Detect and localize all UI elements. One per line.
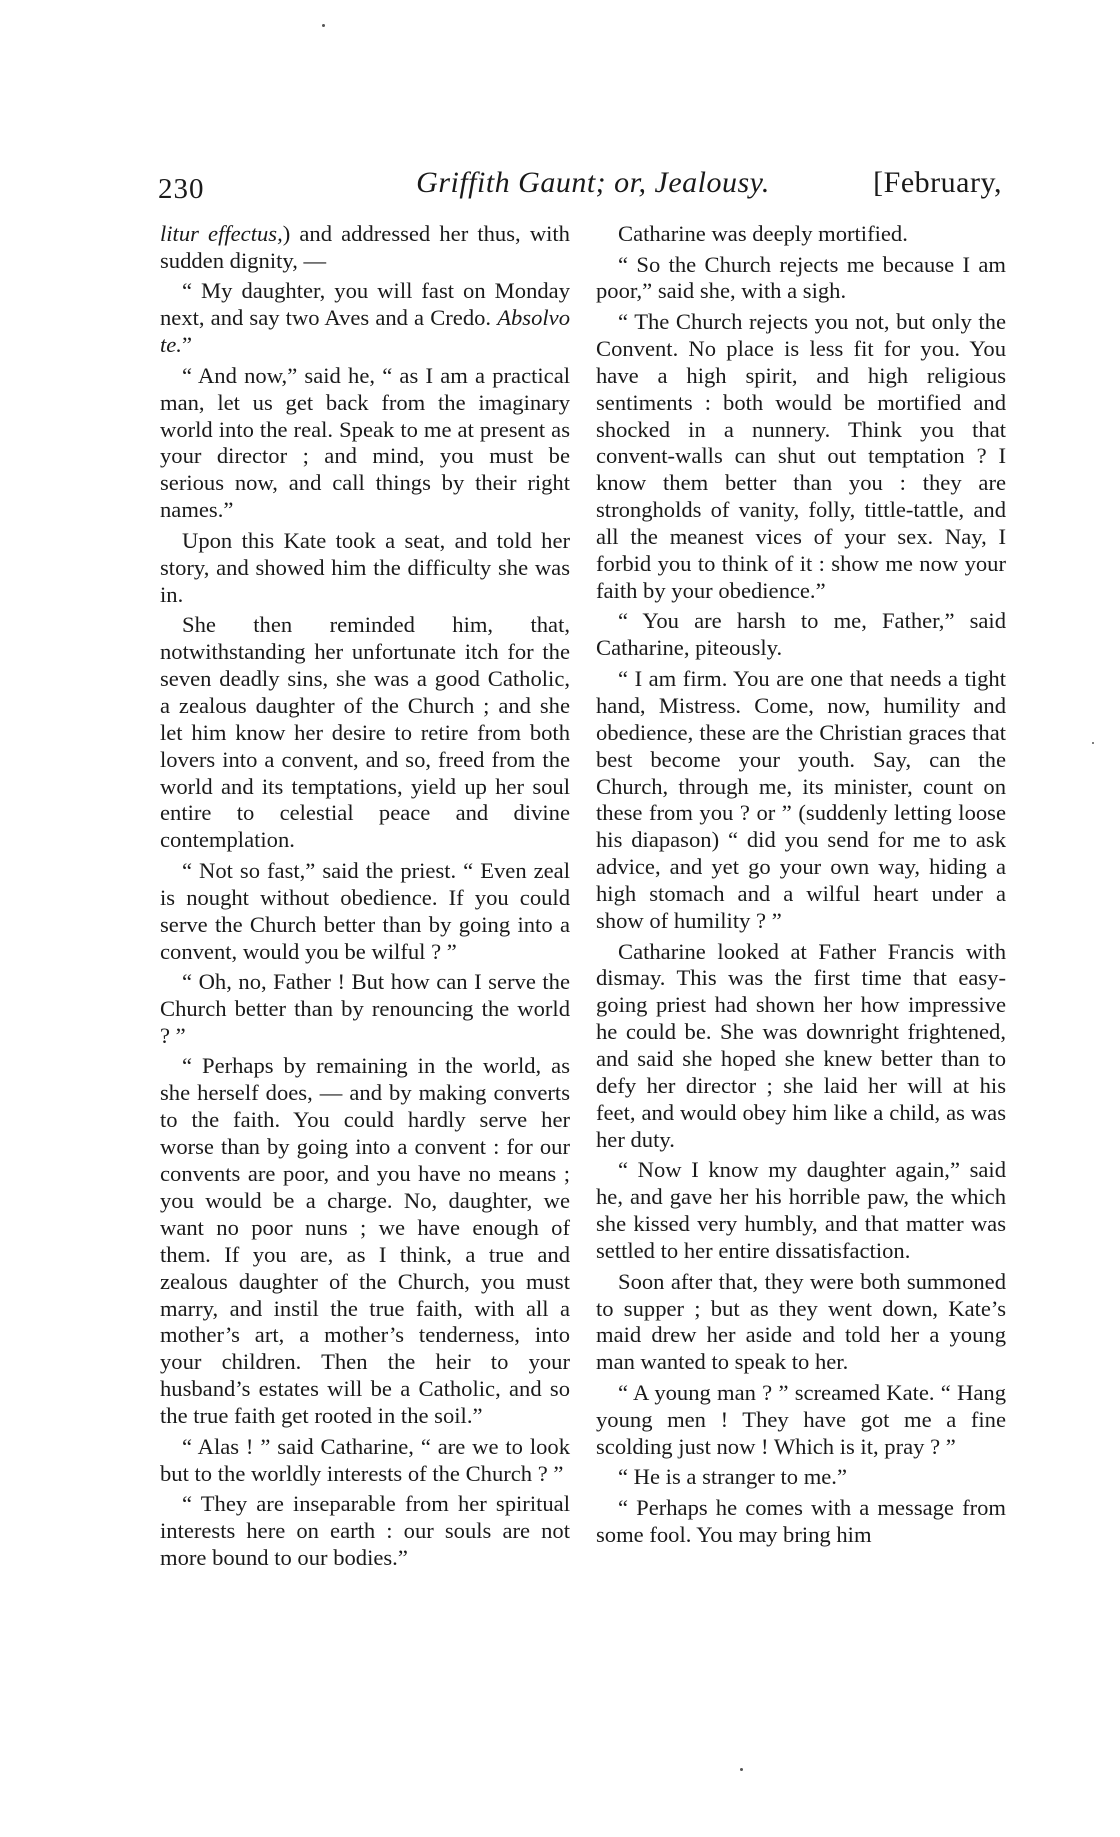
paragraph-text: “ Now I know my daughter again,” said he, and gave her his horrible paw, the which she kissed very humbly, and that matter was settled to her entire dissatisfaction. — [596, 1157, 1006, 1264]
paragraph-text: “ They are inseparable from her spiritual interests here on earth : our souls are not more bound to our bodies.” — [160, 1491, 570, 1570]
paragraph-text: Catharine looked at Father Francis with dismay. This was the first time that easy-going priest had shown her how impressive he could be. She was downright frightened, and said she hoped she knew better than to defy her director ; she laid her will at his feet, and would obey him like a child, as was her duty. — [596, 938, 1006, 1152]
paragraph — [160, 528, 570, 609]
paragraph — [160, 1434, 570, 1488]
paragraph — [160, 969, 570, 1050]
paragraph — [160, 612, 570, 854]
italic-text: Absolvo te. — [160, 305, 570, 358]
right-column — [596, 221, 1006, 1552]
paragraph-text: “ And now,” said he, “ as I am a practical man, let us get back from the imaginary world into the real. Speak to me at present as your director ; and mind, you must be serious now, and call things by their right names.” — [160, 362, 570, 523]
paragraph — [596, 939, 1006, 1154]
paragraph — [160, 1053, 570, 1430]
paragraph-text: “ He is a stranger to me.” — [618, 1464, 847, 1490]
paragraph — [596, 252, 1006, 306]
page-number: 230 — [158, 173, 205, 205]
paragraph — [596, 1157, 1006, 1265]
paragraph — [596, 1495, 1006, 1549]
print-speck — [1092, 742, 1094, 744]
paragraph — [160, 221, 570, 275]
paragraph — [596, 666, 1006, 935]
paragraph — [160, 858, 570, 966]
print-speck — [322, 24, 325, 27]
paragraph-text: “ The Church rejects you not, but only the Convent. No place is less fit for you. You have a high spirit, and high religious sentiments : both would be mortified and shocked in a nunnery. Think you that convent-walls can shut out temptation ? I know them better than you : they are strongholds of vanity, folly, tittle-tattle, and all the meanest vices of your sex. Nay, I forbid you to think of it : show me now your faith by your obedience.” — [596, 308, 1006, 603]
paragraph-text: Catharine was deeply mortified. — [618, 221, 908, 246]
paragraph-text: “ So the Church rejects me because I am poor,” said she, with a sigh. — [596, 251, 1006, 304]
issue-month: [February, — [873, 166, 1002, 199]
paragraph — [596, 1269, 1006, 1377]
paragraph-text: ) and addressed her thus, with sudden dignity, — — [160, 221, 570, 273]
paragraph — [160, 278, 570, 359]
paragraph-text: “ Not so fast,” said the priest. “ Even zeal is nought without obedience. If you could serve the Church better than by going into a convent, would you be wilful ? ” — [160, 857, 570, 964]
paragraph-text: “ Perhaps he comes with a message from some fool. You may bring him — [596, 1494, 1006, 1547]
page-header — [158, 163, 1008, 203]
left-column — [160, 221, 570, 1575]
paragraph-text: “ A young man ? ” screamed Kate. “ Hang young men ! They have got me a fine scolding just now ! Which is it, pray ? ” — [596, 1379, 1006, 1459]
italic-text: litur effectus, — [160, 221, 283, 246]
running-title: Griffith Gaunt; or, Jealousy. — [416, 166, 770, 199]
paragraph — [596, 1464, 1006, 1491]
paragraph-text: Soon after that, they were both summoned to supper ; but as they went down, Kate’s maid drew her aside and told her a young man wanted to speak to her. — [596, 1268, 1006, 1375]
paragraph-text: Upon this Kate took a seat, and told her story, and showed him the difficulty she was in. — [160, 527, 570, 607]
paragraph — [160, 1491, 570, 1572]
paragraph — [596, 608, 1006, 662]
paragraph — [596, 221, 1006, 248]
paragraph-text: “ You are harsh to me, Father,” said Catharine, piteously. — [596, 608, 1006, 661]
paragraph-text: “ Alas ! ” said Catharine, “ are we to look but to the worldly interests of the Church ? ” — [160, 1433, 570, 1486]
paragraph-text: “ My daughter, you will fast on Monday next, and say two Aves and a Credo. — [160, 278, 570, 331]
paragraph-text: “ I am firm. You are one that needs a tight hand, Mistress. Come, now, humility and obedience, these are the Christian graces that best become your youth. Say, can the Church, through me, its minister, count on these from you ? or ” (suddenly letting loose his diapason) “ did you send for me to ask advice, and yet go your own way, hiding a high stomach and a wilful heart under a show of humility ? ” — [596, 665, 1006, 934]
paragraph-text: “ Oh, no, Father ! But how can I serve the Church better than by renouncing the world ? ” — [160, 969, 570, 1048]
paragraph-text: ” — [181, 332, 192, 358]
paragraph — [596, 309, 1006, 605]
paragraph — [160, 363, 570, 524]
paragraph — [596, 1380, 1006, 1461]
paragraph-text: “ Perhaps by remaining in the world, as she herself does, — and by making converts to the faith. You could hardly serve her worse than by going into a convent : for our convents are poor, and you have no means ; you would be a charge. No, daughter, we want no poor nuns ; we have enough of them. If you are, as I think, a true and zealous daughter of the Church, you must marry, and instil the true faith, with all a mother’s art, a mother’s tenderness, into your children. Then the heir to your husband’s estates will be a Catholic, and so the true faith get rooted in the soil.” — [160, 1053, 570, 1429]
print-speck — [740, 1768, 743, 1771]
paragraph-text: She then reminded him, that, notwithstanding her unfortunate itch for the seven deadly sins, she was a good Catholic, a zealous daughter of the Church ; and she let him know her desire to retire from both lovers into a convent, and so, freed from the world and its temptations, yield up her soul entire to celestial peace and divine contemplation. — [160, 612, 570, 853]
